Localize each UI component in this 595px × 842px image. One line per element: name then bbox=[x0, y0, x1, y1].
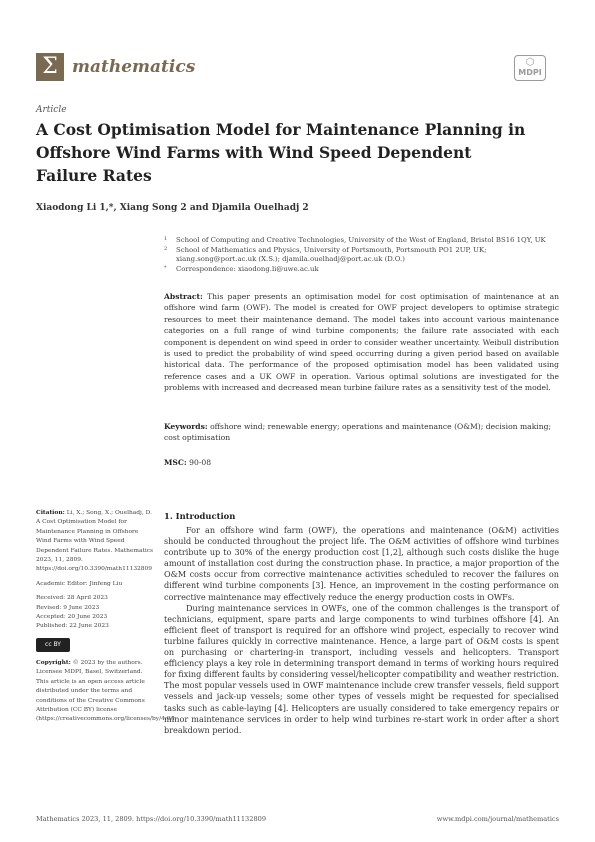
cc-by-license-icon[interactable]: cc BY bbox=[36, 638, 70, 652]
article-type: Article bbox=[36, 105, 67, 115]
abstract-text: This paper presents an optimisation model for cost optimisation of maintenance at an offshore wind farm (OWF). The model is created for OWF project developers to optimise strategic resources to meet their maintenance demand. The model takes into account various maintenance categories on a full range of wind turbine components; the failure rate associated with each component is dependent on wind speed in order to consider weather uncertainty. Weibull distribution is used to predict the probability of wind speed occurring during a given period based on available historical data. The performance of the proposed optimisation model has been validated using reference cases and a UK OWF in operation. Various optimal solutions are investigated for the problems with increased and decreased mean turbine failure rates as a sensitivity test of the model. bbox=[164, 292, 559, 393]
section-heading: 1. Introduction bbox=[164, 511, 236, 521]
abstract bbox=[164, 291, 559, 394]
abstract-label: Abstract: bbox=[164, 292, 203, 301]
keywords-text: offshore wind; renewable energy; operations and maintenance (O&M); decision making; cost optimisation bbox=[164, 422, 552, 443]
affiliation-text: School of Computing and Creative Technologies, University of the West of England, Bristol BS16 1QY, UK bbox=[176, 236, 546, 244]
citation-label: Citation: bbox=[36, 509, 65, 516]
body-paragraph: During maintenance services in OWFs, one of the common challenges is the transport of technicians, equipment, spare parts and large components to wind turbines offshore [4]. An efficient fleet of transport is required for an offshore wind project, especially to recover wind turbine failures quickly in corrective maintenance. Hence, a large part of O&M costs is spent on purchasing or chartering-in transport, including vessels and helicopters. Transport efficiency plays a key role in determining transport demand in terms of working hours required for fixing different faults by considering vessel/helicopter compatibility and weather restriction. The most popular vessels used in OWF maintenance include crew transfer vessels, field support vessels and jack-up vessels; some other types of vessels might be requested for specialised tasks such as cable-laying [4]. Helicopters are usually considered to take emergency repairs or minor maintenance services in order to help wind turbines re-start work in order after a short breakdown period. bbox=[164, 602, 560, 735]
affiliations bbox=[164, 236, 559, 274]
msc-label: MSC: bbox=[164, 458, 187, 467]
correspondence-text: Correspondence: xiaodong.li@uwe.ac.uk bbox=[176, 264, 319, 273]
published-date: Published: 22 June 2023 bbox=[36, 623, 109, 630]
author-list: Xiaodong Li 1,*, Xiang Song 2 and Djamila Ouelhadj 2 bbox=[36, 203, 309, 213]
publisher-logo bbox=[514, 55, 546, 81]
side-panel bbox=[36, 508, 177, 730]
affiliation-item bbox=[164, 265, 559, 275]
journal-logo: Σ bbox=[36, 53, 64, 81]
received-date: Received: 28 April 2023 bbox=[36, 595, 108, 602]
publisher-name: MDPI bbox=[518, 68, 542, 77]
affiliation-item bbox=[164, 246, 559, 265]
citation bbox=[36, 508, 154, 575]
copyright bbox=[36, 658, 177, 725]
affiliation-marker: 2 bbox=[164, 245, 168, 252]
body-paragraph: For an offshore wind farm (OWF), the operations and maintenance (O&M) activities should be conducted throughout the project life. The O&M activities of offshore wind turbines contribute up to 30% of the energy production cost [1,2], although such costs dislike the huge amount of installation cost during the construction phase. In practice, a major proportion of the O&M costs occur from corrective maintenance activities scheduled to recover the failures on different wind turbine components [3]. Hence, an improvement in the costing performance on corrective maintenance may effectively reduce the energy production costs in OWFs. bbox=[164, 525, 559, 602]
footer-citation[interactable]: Mathematics 2023, 11, 2809. https://doi.org/10.3390/math11132809 bbox=[36, 815, 267, 823]
intro-body bbox=[164, 525, 559, 736]
msc bbox=[164, 458, 211, 467]
copyright-text: © 2023 by the authors. Licensee MDPI, Basel, Switzerland. This article is an open access article distributed under the terms and conditions of the Creative Commons Attribution (CC BY) license (https://creativecommons.org/licenses/by/4.0/). bbox=[36, 659, 177, 723]
journal-name: mathematics bbox=[72, 57, 196, 77]
paper-title: A Cost Optimisation Model for Maintenance Planning in Offshore Wind Farms with Wind Speed Dependent Failure Rates bbox=[36, 120, 526, 185]
footer-journal-url[interactable]: www.mdpi.com/journal/mathematics bbox=[436, 815, 559, 823]
copyright-label: Copyright: bbox=[36, 658, 71, 666]
dates bbox=[36, 594, 154, 632]
academic-editor: Academic Editor: Jinfeng Liu bbox=[36, 580, 123, 587]
accepted-date: Accepted: 20 June 2023 bbox=[36, 614, 108, 621]
revised-date: Revised: 9 June 2023 bbox=[36, 604, 100, 611]
keywords-label: Keywords: bbox=[164, 422, 208, 431]
affiliation-item bbox=[164, 236, 559, 246]
citation-text[interactable]: Li, X.; Song, X.; Ouelhadj, D. A Cost Optimisation Model for Maintenance Planning in Offshore Wind Farms with Wind Speed Dependent Failure Rates. Mathematics 2023, 11, 2809. https://doi.org/10.3390/math11132809 bbox=[36, 510, 154, 573]
affiliation-marker: * bbox=[164, 264, 167, 271]
msc-text: 90-08 bbox=[189, 458, 212, 467]
affiliation-marker: 1 bbox=[164, 236, 168, 242]
hexagon-icon: ⬡ bbox=[525, 57, 535, 68]
affiliation-text: School of Mathematics and Physics, University of Portsmouth, Portsmouth PO1 2UP, UK; xiang.song@port.ac.uk (X.S.); djamila.ouelhadj@port.ac.uk (D.O.) bbox=[176, 245, 487, 264]
keywords bbox=[164, 421, 559, 444]
